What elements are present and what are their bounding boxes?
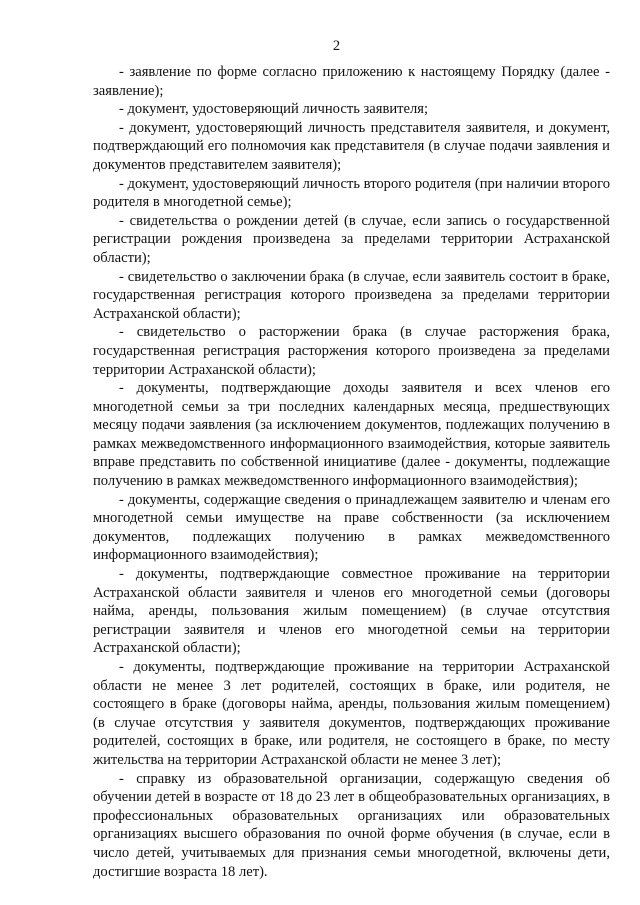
list-item-education-certificate: - справку из образовательной организации, содержащую сведения об обучении детей в возрасте от 18 до 23 лет в общеобразовательных организациях, в профессиональных образовательных организациях или образовательных организациях высшего образования по очной форме обучения (в случае, если в число детей, учитываемых для признания семьи многодетной, включены дети, достигшие возраста 18 лет). [93,770,610,880]
document-body [93,63,610,881]
list-item-property-documents: - документы, содержащие сведения о принадлежащем заявителю и членам его многодетной семьи имуществе на праве собственности (за исключением документов, подлежащих получению в рамках межведомственного информационного взаимодействия); [93,491,610,564]
list-item-cohabitation-documents: - документы, подтверждающие совместное проживание на территории Астраханской области заявителя и членов его многодетной семьи (договоры найма, аренды, пользования жилым помещением) (в случае отсутствия регистрации заявителя и членов его многодетной семьи на территории Астраханской области); [93,566,610,657]
list-item-marriage-certificate: - свидетельство о заключении брака (в случае, если заявитель состоит в браке, государственная регистрация которого произведена за пределами территории Астраханской области); [93,268,610,322]
list-item-divorce-certificate: - свидетельство о расторжении брака (в случае расторжения брака, государственная регистрация расторжения которого произведена за пределами территории Астраханской области); [93,324,610,378]
list-item-income-documents: - документы, подтверждающие доходы заявителя и всех членов его многодетной семьи за три последних календарных месяца, предшествующих месяцу подачи заявления (за исключением документов, подлежащих получению в рамках межведомственного информационного взаимодействия, которые заявитель вправе представить по собственной инициативе (далее - документы, подлежащие получению в рамках межведомственного информационного взаимодействия); [93,380,610,490]
list-item-application: - заявление по форме согласно приложению к настоящему Порядку (далее - заявление); [93,64,610,99]
list-item-representative-id: - документ, удостоверяющий личность представителя заявителя, и документ, подтверждающий его полномочия как представителя (в случае подачи заявления и документов представителем заявителя); [93,119,610,173]
page-number: 2 [332,38,341,54]
list-item-second-parent-id: - документ, удостоверяющий личность второго родителя (при наличии второго родителя в многодетной семье); [93,175,610,211]
list-item-applicant-id: - документ, удостоверяющий личность заявителя; [119,101,429,118]
list-item-birth-certificates: - свидетельства о рождении детей (в случае, если запись о государственной регистрации рождения произведена за пределами территории Астраханской области); [93,212,610,266]
list-item-residence-documents: - документы, подтверждающие проживание на территории Астраханской области не менее 3 лет родителей, состоящих в браке, или родителя, не состоящего в браке (договоры найма, аренды, пользования жилым помещением) (в случае отсутствия у заявителя документов, подтверждающих проживание родителей, состоящих в браке, или родителя, не состоящего в браке, по месту жительства на территории Астраханской области не менее 3 лет); [93,659,610,768]
